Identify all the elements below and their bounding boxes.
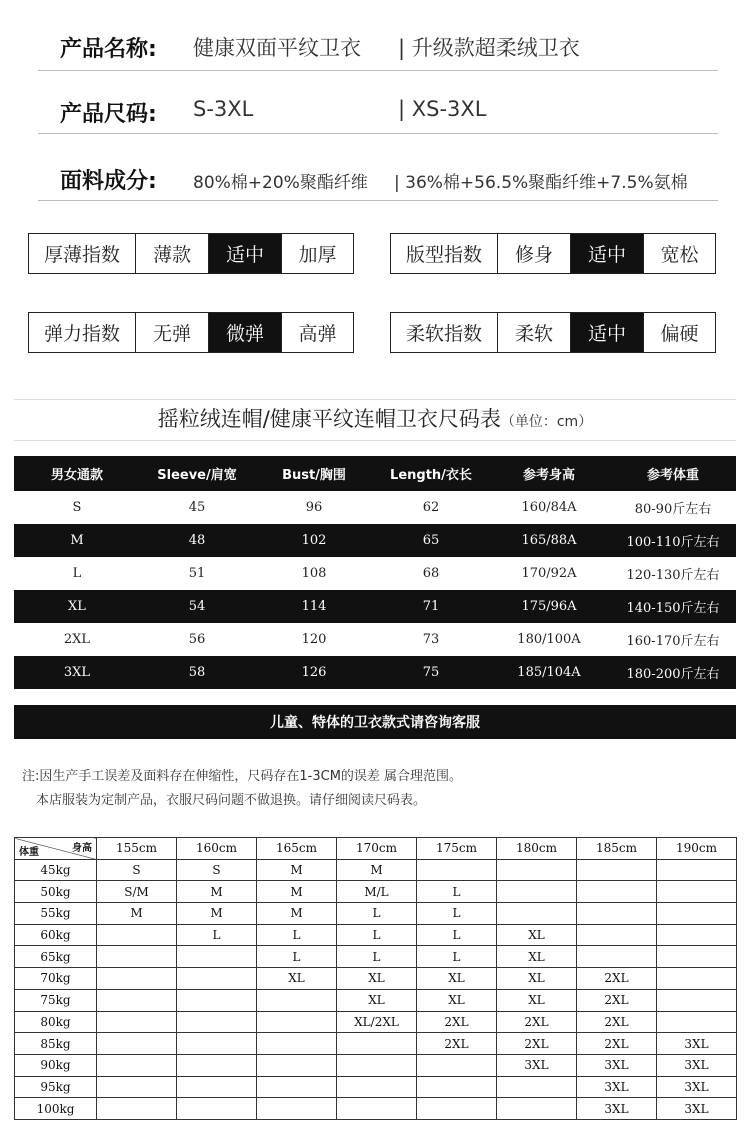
index-option: 偏硬 bbox=[643, 313, 715, 352]
matrix-row bbox=[15, 924, 737, 946]
table-cell: 58 bbox=[140, 656, 254, 689]
table-row bbox=[14, 557, 736, 590]
size-cell bbox=[497, 1076, 577, 1098]
size-cell: M bbox=[337, 859, 417, 881]
matrix-row bbox=[15, 1076, 737, 1098]
corner-weight-label: 体重 bbox=[19, 846, 39, 858]
size-cell bbox=[177, 946, 257, 968]
size-cell: S bbox=[97, 859, 177, 881]
size-cell: 3XL bbox=[657, 1054, 737, 1076]
table-cell: 120-130斤左右 bbox=[626, 568, 720, 583]
index-option-selected: 适中 bbox=[570, 313, 643, 352]
height-header: 165cm bbox=[257, 838, 337, 860]
size-table-unit: （单位：cm） bbox=[500, 414, 593, 430]
size-cell: 2XL bbox=[577, 968, 657, 990]
size-cell: L bbox=[257, 946, 337, 968]
size-cell: L bbox=[417, 903, 497, 925]
table-cell: 73 bbox=[422, 632, 440, 647]
size-cell bbox=[337, 1033, 417, 1055]
size-cell: XL bbox=[497, 924, 577, 946]
table-cell: 2XL bbox=[63, 632, 91, 647]
size-cell: XL bbox=[497, 946, 577, 968]
weight-label: 80kg bbox=[15, 1011, 97, 1033]
weight-label: 55kg bbox=[15, 903, 97, 925]
matrix-row bbox=[15, 1098, 737, 1120]
size-cell bbox=[97, 924, 177, 946]
size-cell bbox=[257, 989, 337, 1011]
table-row bbox=[14, 524, 736, 557]
size-cell bbox=[337, 1076, 417, 1098]
size-cell bbox=[177, 1054, 257, 1076]
index-option: 高弹 bbox=[281, 313, 353, 352]
table-cell: 80-90斤左右 bbox=[634, 502, 712, 517]
info-row-size bbox=[38, 73, 718, 134]
size-cell bbox=[97, 968, 177, 990]
weight-label: 60kg bbox=[15, 924, 97, 946]
custom-size-banner: 儿童、特体的卫衣款式请咨询客服 bbox=[14, 705, 736, 739]
note-line: 本店服装为定制产品，衣服尺码问题不做退换。请仔细阅读尺码表。 bbox=[36, 793, 427, 808]
info-value: 80%棉+20%聚酯纤维 bbox=[193, 173, 368, 193]
size-table-title-text: 摇粒绒连帽/健康平纹连帽卫衣尺码表 bbox=[157, 407, 501, 431]
table-cell: M bbox=[14, 524, 140, 557]
table-cell: 75 bbox=[374, 656, 488, 689]
height-header: 170cm bbox=[337, 838, 417, 860]
height-header: 175cm bbox=[417, 838, 497, 860]
table-cell: 185/104A bbox=[488, 656, 610, 689]
size-cell bbox=[177, 989, 257, 1011]
size-cell bbox=[577, 903, 657, 925]
size-table-header bbox=[14, 456, 736, 491]
size-cell bbox=[657, 903, 737, 925]
size-cell bbox=[657, 881, 737, 903]
table-cell: 165/88A bbox=[488, 524, 610, 557]
height-header: 180cm bbox=[497, 838, 577, 860]
table-cell: 68 bbox=[422, 566, 440, 581]
thickness-index bbox=[28, 233, 354, 274]
table-row bbox=[14, 590, 736, 623]
info-label: 面料成分: bbox=[60, 169, 157, 194]
header-cell: Length/衣长 bbox=[374, 456, 488, 491]
divider bbox=[14, 399, 736, 400]
matrix-row bbox=[15, 903, 737, 925]
size-cell bbox=[497, 1098, 577, 1120]
size-cell bbox=[337, 1054, 417, 1076]
table-row bbox=[14, 656, 736, 689]
size-cell: L bbox=[337, 946, 417, 968]
index-option: 柔软 bbox=[497, 313, 570, 352]
height-header: 190cm bbox=[657, 838, 737, 860]
matrix-row bbox=[15, 1011, 737, 1033]
size-cell bbox=[497, 881, 577, 903]
weight-label: 65kg bbox=[15, 946, 97, 968]
size-cell bbox=[97, 1011, 177, 1033]
size-cell bbox=[97, 946, 177, 968]
index-option-selected: 微弹 bbox=[208, 313, 281, 352]
elasticity-index bbox=[28, 312, 354, 353]
size-cell: S/M bbox=[97, 881, 177, 903]
table-cell: 100-110斤左右 bbox=[610, 524, 736, 557]
size-cell: M bbox=[257, 903, 337, 925]
info-row-fabric bbox=[38, 140, 718, 201]
divider bbox=[14, 440, 736, 441]
size-cell bbox=[177, 1011, 257, 1033]
size-cell bbox=[657, 859, 737, 881]
info-value-alt: | 36%棉+56.5%聚酯纤维+7.5%氨棉 bbox=[394, 173, 688, 193]
table-cell: 140-150斤左右 bbox=[610, 590, 736, 623]
size-cell: L bbox=[337, 924, 417, 946]
size-cell bbox=[417, 1054, 497, 1076]
size-cell bbox=[257, 1098, 337, 1120]
index-option: 宽松 bbox=[643, 234, 715, 273]
index-label: 版型指数 bbox=[405, 244, 482, 266]
size-cell: 3XL bbox=[577, 1098, 657, 1120]
weight-label: 75kg bbox=[15, 989, 97, 1011]
info-value: S-3XL bbox=[193, 97, 254, 121]
index-option: 加厚 bbox=[281, 234, 353, 273]
size-cell: 3XL bbox=[657, 1076, 737, 1098]
index-option-selected: 适中 bbox=[208, 234, 281, 273]
size-cell: XL bbox=[337, 989, 417, 1011]
table-cell: 62 bbox=[422, 500, 440, 515]
matrix-row bbox=[15, 1054, 737, 1076]
size-cell bbox=[257, 1033, 337, 1055]
index-option: 修身 bbox=[497, 234, 570, 273]
size-cell bbox=[657, 968, 737, 990]
size-cell: M bbox=[97, 903, 177, 925]
table-row bbox=[14, 491, 736, 524]
softness-index bbox=[390, 312, 716, 353]
size-cell bbox=[257, 1011, 337, 1033]
corner-height-label: 身高 bbox=[72, 843, 92, 854]
size-cell bbox=[97, 1098, 177, 1120]
size-cell: M bbox=[257, 859, 337, 881]
size-cell: 2XL bbox=[577, 1011, 657, 1033]
index-label: 厚薄指数 bbox=[43, 244, 120, 266]
size-cell: XL bbox=[337, 968, 417, 990]
size-cell bbox=[257, 1076, 337, 1098]
height-header: 155cm bbox=[97, 838, 177, 860]
size-cell: L bbox=[417, 946, 497, 968]
weight-label: 45kg bbox=[15, 859, 97, 881]
matrix-corner bbox=[15, 838, 97, 860]
size-table bbox=[14, 456, 736, 689]
size-cell bbox=[657, 924, 737, 946]
table-cell: 180/100A bbox=[517, 632, 581, 647]
size-cell: M bbox=[257, 881, 337, 903]
size-cell: 2XL bbox=[577, 989, 657, 1011]
size-cell bbox=[497, 903, 577, 925]
index-option: 薄款 bbox=[135, 234, 208, 273]
size-cell: XL bbox=[497, 989, 577, 1011]
table-cell: 126 bbox=[254, 656, 374, 689]
table-cell: 102 bbox=[254, 524, 374, 557]
size-cell bbox=[657, 1011, 737, 1033]
table-cell: XL bbox=[14, 590, 140, 623]
table-cell: 45 bbox=[188, 500, 206, 515]
size-cell bbox=[177, 1076, 257, 1098]
size-cell: L bbox=[337, 903, 417, 925]
index-label: 弹力指数 bbox=[43, 323, 120, 345]
size-cell bbox=[417, 1098, 497, 1120]
size-cell bbox=[657, 989, 737, 1011]
size-cell: 3XL bbox=[497, 1054, 577, 1076]
table-cell: 51 bbox=[188, 566, 206, 581]
info-value-alt: | 升级款超柔绒卫衣 bbox=[398, 36, 580, 60]
size-cell bbox=[97, 1054, 177, 1076]
size-cell: L bbox=[177, 924, 257, 946]
size-cell: L bbox=[417, 924, 497, 946]
size-cell: M/L bbox=[337, 881, 417, 903]
fit-index bbox=[390, 233, 716, 274]
table-cell: 180-200斤左右 bbox=[610, 656, 736, 689]
table-cell: 160-170斤左右 bbox=[626, 634, 720, 649]
info-label: 产品尺码: bbox=[60, 102, 157, 127]
size-cell bbox=[97, 1033, 177, 1055]
size-cell: XL bbox=[417, 968, 497, 990]
table-cell: 120 bbox=[301, 632, 327, 647]
size-cell bbox=[657, 946, 737, 968]
table-cell: 108 bbox=[301, 566, 327, 581]
table-cell: 48 bbox=[140, 524, 254, 557]
size-table-title bbox=[0, 403, 750, 433]
size-cell: S bbox=[177, 859, 257, 881]
matrix-row bbox=[15, 1033, 737, 1055]
size-cell: 2XL bbox=[577, 1033, 657, 1055]
weight-label: 50kg bbox=[15, 881, 97, 903]
table-cell: 71 bbox=[374, 590, 488, 623]
table-cell: 175/96A bbox=[488, 590, 610, 623]
matrix-row bbox=[15, 946, 737, 968]
info-label: 产品名称: bbox=[60, 37, 157, 62]
index-label: 柔软指数 bbox=[405, 323, 482, 345]
size-cell: 3XL bbox=[657, 1098, 737, 1120]
size-cell bbox=[577, 859, 657, 881]
weight-label: 85kg bbox=[15, 1033, 97, 1055]
size-cell: 3XL bbox=[577, 1054, 657, 1076]
size-cell: 2XL bbox=[497, 1011, 577, 1033]
size-cell bbox=[177, 968, 257, 990]
size-cell bbox=[177, 1098, 257, 1120]
size-cell bbox=[577, 924, 657, 946]
table-cell: 65 bbox=[374, 524, 488, 557]
size-cell: 2XL bbox=[417, 1011, 497, 1033]
weight-height-matrix bbox=[14, 837, 737, 1120]
info-row-name bbox=[38, 10, 718, 71]
table-cell: S bbox=[72, 500, 82, 515]
header-cell: 男女通款 bbox=[14, 456, 140, 491]
size-cell: L bbox=[417, 881, 497, 903]
table-cell: 3XL bbox=[14, 656, 140, 689]
info-value: 健康双面平纹卫衣 bbox=[193, 36, 361, 60]
matrix-row bbox=[15, 859, 737, 881]
table-cell: L bbox=[72, 566, 82, 581]
index-option: 无弹 bbox=[135, 313, 208, 352]
note-line: 注:因生产手工误差及面料存在伸缩性，尺码存在1-3CM的误差 属合理范围。 bbox=[22, 769, 463, 784]
size-cell: L bbox=[257, 924, 337, 946]
size-cell: M bbox=[177, 881, 257, 903]
size-cell: 2XL bbox=[497, 1033, 577, 1055]
size-cell bbox=[577, 881, 657, 903]
table-cell: 114 bbox=[254, 590, 374, 623]
table-cell: 160/84A bbox=[521, 500, 577, 515]
matrix-row bbox=[15, 989, 737, 1011]
table-cell: 170/92A bbox=[521, 566, 577, 581]
size-cell: XL/2XL bbox=[337, 1011, 417, 1033]
size-cell bbox=[97, 1076, 177, 1098]
size-cell: XL bbox=[497, 968, 577, 990]
size-cell: 2XL bbox=[417, 1033, 497, 1055]
table-cell: 96 bbox=[305, 500, 323, 515]
size-cell bbox=[177, 1033, 257, 1055]
weight-label: 100kg bbox=[15, 1098, 97, 1120]
table-row bbox=[14, 623, 736, 656]
size-cell: XL bbox=[257, 968, 337, 990]
size-cell bbox=[337, 1098, 417, 1120]
header-cell: Sleeve/肩宽 bbox=[140, 456, 254, 491]
size-cell bbox=[97, 989, 177, 1011]
matrix-row bbox=[15, 881, 737, 903]
table-cell: 56 bbox=[188, 632, 206, 647]
weight-label: 90kg bbox=[15, 1054, 97, 1076]
matrix-header bbox=[15, 838, 737, 860]
size-cell: M bbox=[177, 903, 257, 925]
size-cell bbox=[577, 946, 657, 968]
header-cell: 参考体重 bbox=[610, 456, 736, 491]
size-cell: XL bbox=[417, 989, 497, 1011]
size-cell bbox=[417, 1076, 497, 1098]
matrix-row bbox=[15, 968, 737, 990]
size-cell: 3XL bbox=[657, 1033, 737, 1055]
table-cell: 54 bbox=[140, 590, 254, 623]
info-value-alt: | XS-3XL bbox=[398, 97, 487, 121]
index-option-selected: 适中 bbox=[570, 234, 643, 273]
weight-label: 70kg bbox=[15, 968, 97, 990]
size-cell bbox=[417, 859, 497, 881]
size-cell: 3XL bbox=[577, 1076, 657, 1098]
height-header: 185cm bbox=[577, 838, 657, 860]
size-cell bbox=[497, 859, 577, 881]
height-header: 160cm bbox=[177, 838, 257, 860]
size-cell bbox=[257, 1054, 337, 1076]
weight-label: 95kg bbox=[15, 1076, 97, 1098]
header-cell: Bust/胸围 bbox=[254, 456, 374, 491]
header-cell: 参考身高 bbox=[488, 456, 610, 491]
